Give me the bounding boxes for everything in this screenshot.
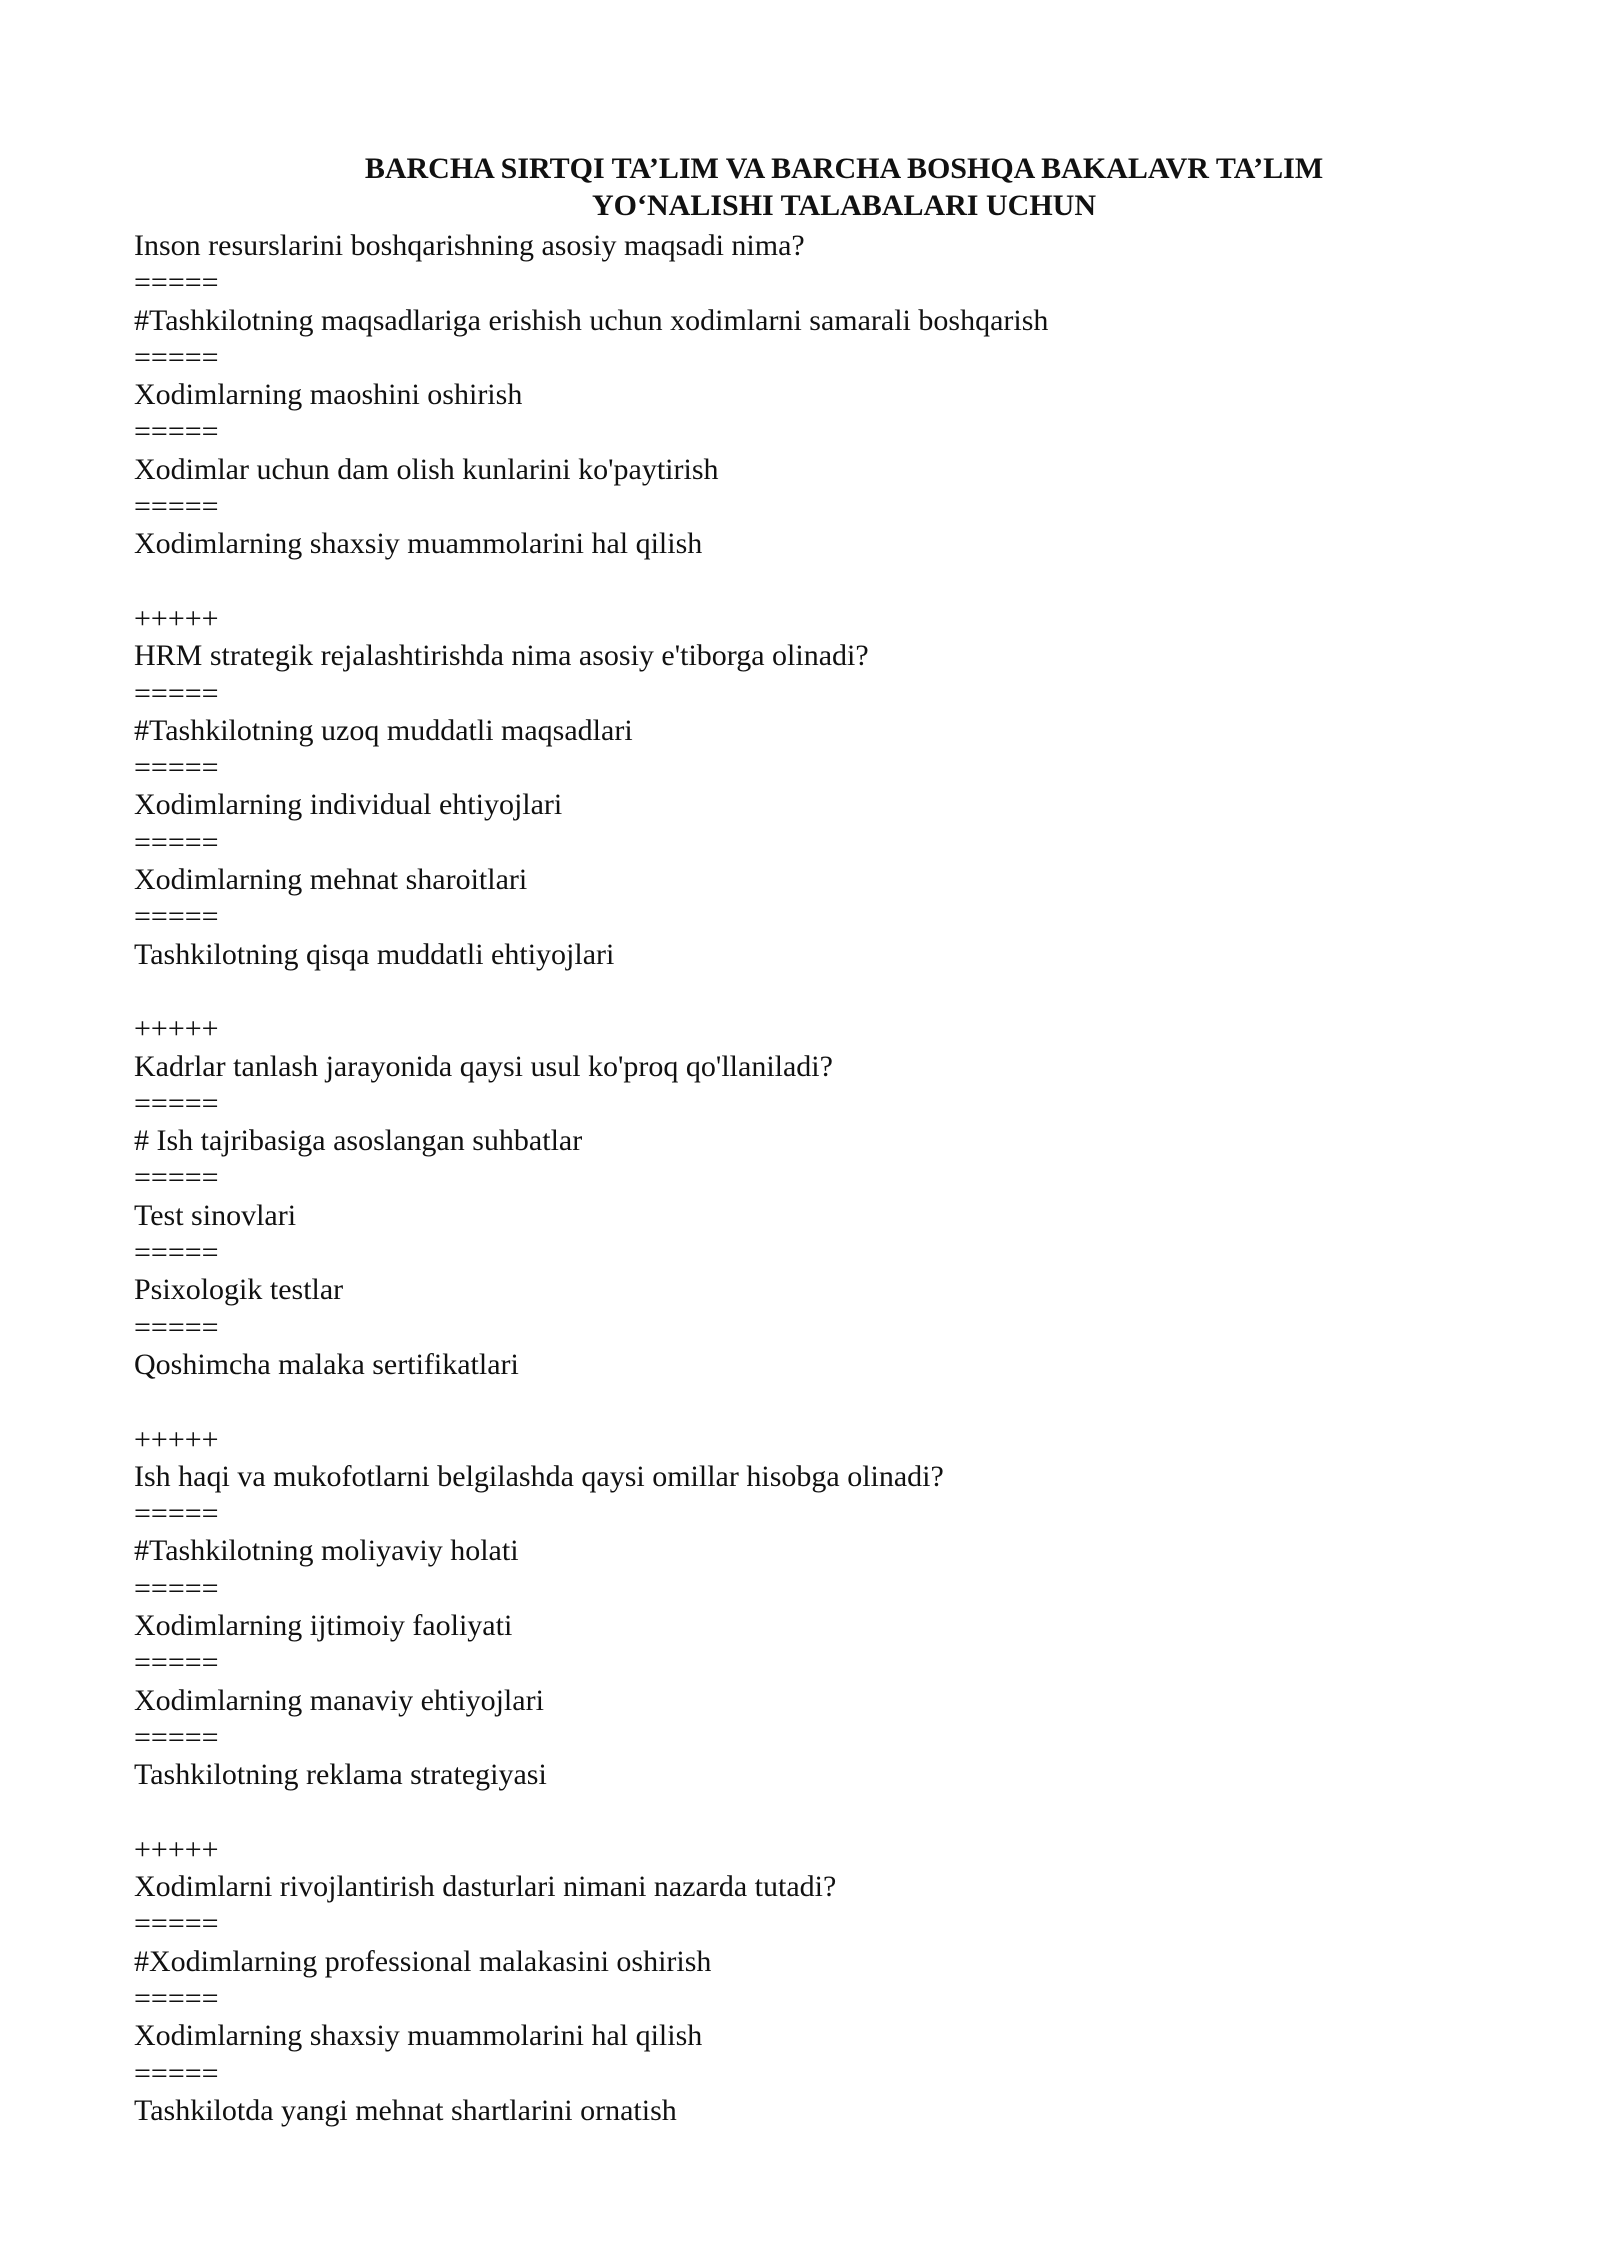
option-separator: ===== [134,1497,219,1531]
answer-option: Xodimlarning shaxsiy muammolarini hal qilish [134,527,703,561]
option-separator: ===== [134,1236,219,1270]
title-line-2: YO‘NALISHI TALABALARI UCHUN [592,189,1096,222]
blank-line [134,973,1534,1010]
option-separator: ===== [134,1161,219,1195]
option-separator: ===== [134,415,219,449]
blank-line [134,563,1534,600]
option-separator: ===== [134,340,219,374]
answer-option: Tashkilotning qisqa muddatli ehtiyojlari [134,937,615,971]
answer-option: Tashkilotda yangi mehnat shartlarini ornatish [134,2093,677,2127]
title-line-1: BARCHA SIRTQI TA’LIM VA BARCHA BOSHQA BAKALAVR TA’LIM [364,152,1324,185]
answer-option: #Tashkilotning maqsadlariga erishish uchun xodimlarni samarali boshqarish [134,303,1049,337]
question-separator: +++++ [134,601,219,635]
option-separator: ===== [134,751,219,785]
question-text: Xodimlarni rivojlantirish dasturlari nimani nazarda tutadi? [134,1870,837,1904]
question-block [134,1383,1534,1793]
answer-option: #Xodimlarning professional malakasini oshirish [134,1944,712,1978]
option-separator: ===== [134,1310,219,1344]
question-text: Ish haqi va mukofotlarni belgilashda qaysi omillar hisobga olinadi? [134,1459,944,1493]
option-separator: ===== [134,2056,219,2090]
option-separator: ===== [134,900,219,934]
answer-option: Xodimlarning individual ehtiyojlari [134,788,563,822]
option-separator: ===== [134,266,219,300]
option-separator: ===== [134,676,219,710]
option-separator: ===== [134,490,219,524]
question-text: Inson resurslarini boshqarishning asosiy maqsadi nima? [134,229,805,262]
question-block [134,227,1534,563]
answer-option: Xodimlarning ijtimoiy faoliyati [134,1608,513,1642]
option-separator: ===== [134,1646,219,1680]
blank-line [134,1793,1534,1830]
document-title [134,150,1554,224]
question-block [134,563,1534,973]
option-separator: ===== [134,1720,219,1754]
option-separator: ===== [134,1981,219,2015]
option-separator: ===== [134,1571,219,1605]
answer-option: # Ish tajribasiga asoslangan suhbatlar [134,1124,583,1158]
option-separator: ===== [134,1086,219,1120]
question-separator: +++++ [134,1832,219,1866]
answer-option: Tashkilotning reklama strategiyasi [134,1758,547,1792]
question-separator: +++++ [134,1422,219,1456]
answer-option: #Tashkilotning moliyaviy holati [134,1534,519,1568]
answer-option: Test sinovlari [134,1198,297,1232]
question-block [134,973,1534,1383]
question-text: Kadrlar tanlash jarayonida qaysi usul ko'proq qo'llaniladi? [134,1049,833,1083]
question-separator: +++++ [134,1012,219,1046]
answer-option: Xodimlarning maoshini oshirish [134,378,523,412]
answer-option: Qoshimcha malaka sertifikatlari [134,1347,519,1381]
question-block [134,1793,1534,2129]
blank-line [134,1383,1534,1420]
answer-option: Xodimlarning manaviy ehtiyojlari [134,1683,544,1717]
answer-option: Xodimlarning mehnat sharoitlari [134,863,528,897]
option-separator: ===== [134,1907,219,1941]
question-list [134,227,1534,2129]
question-text: HRM strategik rejalashtirishda nima asosiy e'tiborga olinadi? [134,639,869,673]
answer-option: Xodimlar uchun dam olish kunlarini ko'paytirish [134,452,719,486]
answer-option: #Tashkilotning uzoq muddatli maqsadlari [134,713,633,747]
answer-option: Xodimlarning shaxsiy muammolarini hal qilish [134,2019,703,2053]
option-separator: ===== [134,825,219,859]
answer-option: Psixologik testlar [134,1273,344,1307]
